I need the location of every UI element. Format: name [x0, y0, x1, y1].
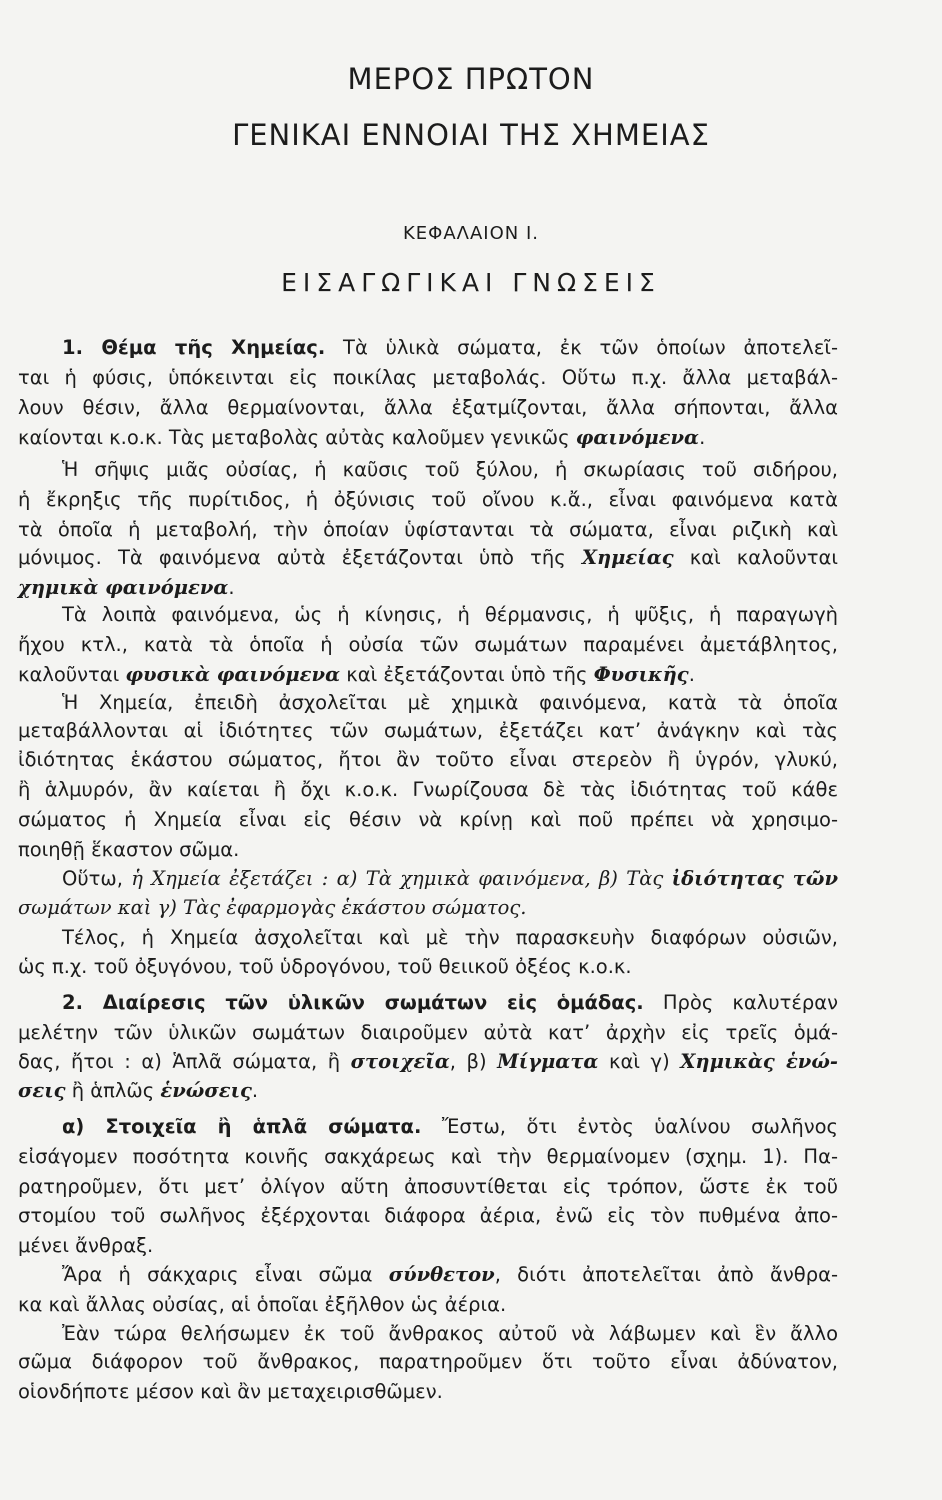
section-1-heading-line: 1. Θέμα τῆς Χημείας. Τὰ ὑλικὰ σώματα, ἐκ τῶν ὁποίων ἀποτελεῖ- [62, 336, 838, 359]
text-line: Τέλος, ἡ Χημεία ἀσχολεῖται καὶ μὲ τὴν παρασκευὴν διαφόρων οὐσιῶν, [62, 926, 838, 949]
text-line: εἰσάγομεν ποσότητα κοινῆς σακχάρεως καὶ τὴν θερμαίνομεν (σχημ. 1). Πα- [18, 1145, 838, 1168]
term-compound: σύνθετον [388, 1263, 495, 1286]
text-line: ὡς π.χ. τοῦ ὀξυγόνου, τοῦ ὑδρογόνου, τοῦ θειικοῦ ὀξέος κ.ο.κ. [18, 955, 632, 978]
section-2-heading-line: 2. Διαίρεσις τῶν ὑλικῶν σωμάτων εἰς ὁμάδας. Πρὸς καλυτέραν [62, 991, 839, 1014]
text-line: ται ἡ φύσις, ὑπόκεινται εἰς ποικίλας μεταβολάς. Οὕτω π.χ. ἄλλα μεταβάλ- [18, 366, 838, 389]
text-line: σώματος ἡ Χημεία εἶναι εἰς θέσιν νὰ κρίνῃ καὶ ποῦ πρέπει νὰ χρησιμο- [18, 808, 838, 831]
text-line: Ἡ σῆψις μιᾶς οὐσίας, ἡ καῦσις τοῦ ξύλου, ἡ σκωρίασις τοῦ σιδήρου, [62, 458, 838, 481]
text-line: ποιηθῇ ἕκαστον σῶμα. [18, 838, 240, 861]
text-line: τὰ ὁποῖα ἡ μεταβολή, τὴν ὁποίαν ὑφίστανται τὰ σώματα, εἶναι ριζικὴ καὶ [18, 518, 838, 541]
text-line: καλοῦνται φυσικὰ φαινόμενα καὶ ἐξετάζονται ὑπὸ τῆς Φυσικῆς. [18, 663, 695, 686]
subsection-a-heading-line: α) Στοιχεῖα ἢ ἁπλᾶ σώματα. Ἔστω, ὅτι ἐντὸς ὑαλίνου σωλῆνος [62, 1115, 838, 1138]
text-line: κα καὶ ἄλλας οὐσίας, αἱ ὁποῖαι ἐξῆλθον ὡς ἀέρια. [18, 1293, 507, 1316]
text-line: Οὕτω, ἡ Χημεία ἐξετάζει : α) Τὰ χημικὰ φαινόμενα, β) Τὰς ἰδιότητας τῶν [62, 867, 838, 890]
text-line: σεις ἢ ἁπλῶς ἑνώσεις. [18, 1079, 259, 1102]
text-line: ἰδιότητας ἑκάστου σώματος, ἤτοι ἂν τοῦτο εἶναι στερεὸν ἢ ὑγρόν, γλυκύ, [18, 748, 838, 771]
text-line: μελέτην τῶν ὑλικῶν σωμάτων διαιροῦμεν αὐτὰ κατ’ ἀρχὴν εἰς τρεῖς ὁμά- [18, 1021, 838, 1044]
text-line: Ἄρα ἡ σάκχαρις εἶναι σῶμα σύνθετον, διότι ἀποτελεῖται ἀπὸ ἄνθρα- [62, 1263, 838, 1286]
term-physics: Φυσικῆς [593, 663, 689, 686]
section-1-heading: 1. Θέμα τῆς Χημείας. [62, 336, 326, 359]
text-line: σωμάτων καὶ γ) Τὰς ἐφαρμογὰς ἑκάστου σώματος. [18, 896, 527, 919]
text-line: Ἡ Χημεία, ἐπειδὴ ἀσχολεῖται μὲ χημικὰ φαινόμενα, κατὰ τὰ ὁποῖα [62, 691, 838, 714]
text-line: στομίου τοῦ σωλῆνος ἐξέρχονται διάφορα ἀέρια, ἐνῶ εἰς τὸν πυθμένα ἀπο- [18, 1204, 838, 1227]
text-line: λουν θέσιν, ἄλλα θερμαίνονται, ἄλλα ἐξατμίζονται, ἄλλα σήπονται, ἄλλα [18, 396, 838, 419]
text-line: ἤχου κτλ., κατὰ τὰ ὁποῖα ἡ οὐσία τῶν σωμάτων παραμένει ἀμετάβλητος, [18, 633, 838, 656]
subsection-a-heading: α) Στοιχεῖα ἢ ἁπλᾶ σώματα. [62, 1115, 422, 1138]
text-line: μόνιμος. Τὰ φαινόμενα αὐτὰ ἐξετάζονται ὑπὸ τῆς Χημείας καὶ καλοῦνται [18, 546, 838, 569]
text-line: χημικὰ φαινόμενα. [18, 576, 235, 599]
text-line: δας, ἤτοι : α) Ἁπλᾶ σώματα, ἢ στοιχεῖα, β) Μίγματα καὶ γ) Χημικὰς ἑνώ- [18, 1050, 838, 1073]
italic-summary: ἡ Χημεία ἐξετάζει : α) Τὰ χημικὰ φαινόμενα, β) Τὰς [131, 867, 672, 890]
general-title: ΓΕΝΙΚΑΙ ΕΝΝΟΙΑΙ ΤΗΣ ΧΗΜΕΙΑΣ [232, 118, 710, 152]
text-line: Τὰ λοιπὰ φαινόμενα, ὡς ἡ κίνησις, ἡ θέρμανσις, ἡ ψῦξις, ἡ παραγωγὴ [62, 603, 838, 626]
text-line: Ἐὰν τώρα θελήσωμεν ἐκ τοῦ ἄνθρακος αὐτοῦ νὰ λάβωμεν καὶ ἓν ἄλλο [62, 1322, 838, 1345]
term-physical-phenomena: φυσικὰ φαινόμενα [125, 663, 341, 686]
term-chemistry: Χημείας [581, 546, 674, 569]
text-line: σῶμα διάφορον τοῦ ἄνθρακος, παρατηροῦμεν ὅτι τοῦτο εἶναι ἀδύνατον, [18, 1350, 838, 1373]
text-line: ἢ ἁλμυρόν, ἂν καίεται ἢ ὄχι κ.ο.κ. Γνωρίζουσα δὲ τὰς ἰδιότητας τοῦ κάθε [18, 778, 838, 801]
chapter-label: ΚΕΦΑΛΑΙΟΝ Ι. [403, 223, 539, 244]
text-line: μεταβάλλονται αἱ ἰδιότητες τῶν σωμάτων, ἐξετάζει κατ’ ἀνάγκην καὶ τὰς [18, 719, 838, 742]
term-phenomena: φαινόμενα [575, 426, 700, 449]
text-line: ρατηροῦμεν, ὅτι μετ’ ὀλίγον αὕτη ἀποσυντίθεται εἰς τρόπον, ὥστε ἐκ τοῦ [18, 1175, 838, 1198]
text-line: οἱονδήποτε μέσον καὶ ἂν μεταχειρισθῶμεν. [18, 1380, 443, 1403]
term-chemical-phenomena: χημικὰ φαινόμενα [18, 576, 229, 599]
text-line: καίονται κ.ο.κ. Τὰς μεταβολὰς αὐτὰς καλοῦμεν γενικῶς φαινόμενα. [18, 426, 706, 449]
text-line: μένει ἄνθραξ. [18, 1234, 154, 1257]
section-2-heading: 2. Διαίρεσις τῶν ὑλικῶν σωμάτων εἰς ὁμάδας. [62, 991, 644, 1014]
chapter-title: ΕΙΣΑΓΩΓΙΚΑΙ ΓΝΩΣΕΙΣ [281, 268, 661, 297]
part-title: ΜΕΡΟΣ ΠΡΩΤΟΝ [347, 62, 595, 96]
text-line: ἡ ἔκρηξις τῆς πυρίτιδος, ἡ ὀξύνισις τοῦ οἴνου κ.ἄ., εἶναι φαινόμενα κατὰ [18, 488, 838, 511]
